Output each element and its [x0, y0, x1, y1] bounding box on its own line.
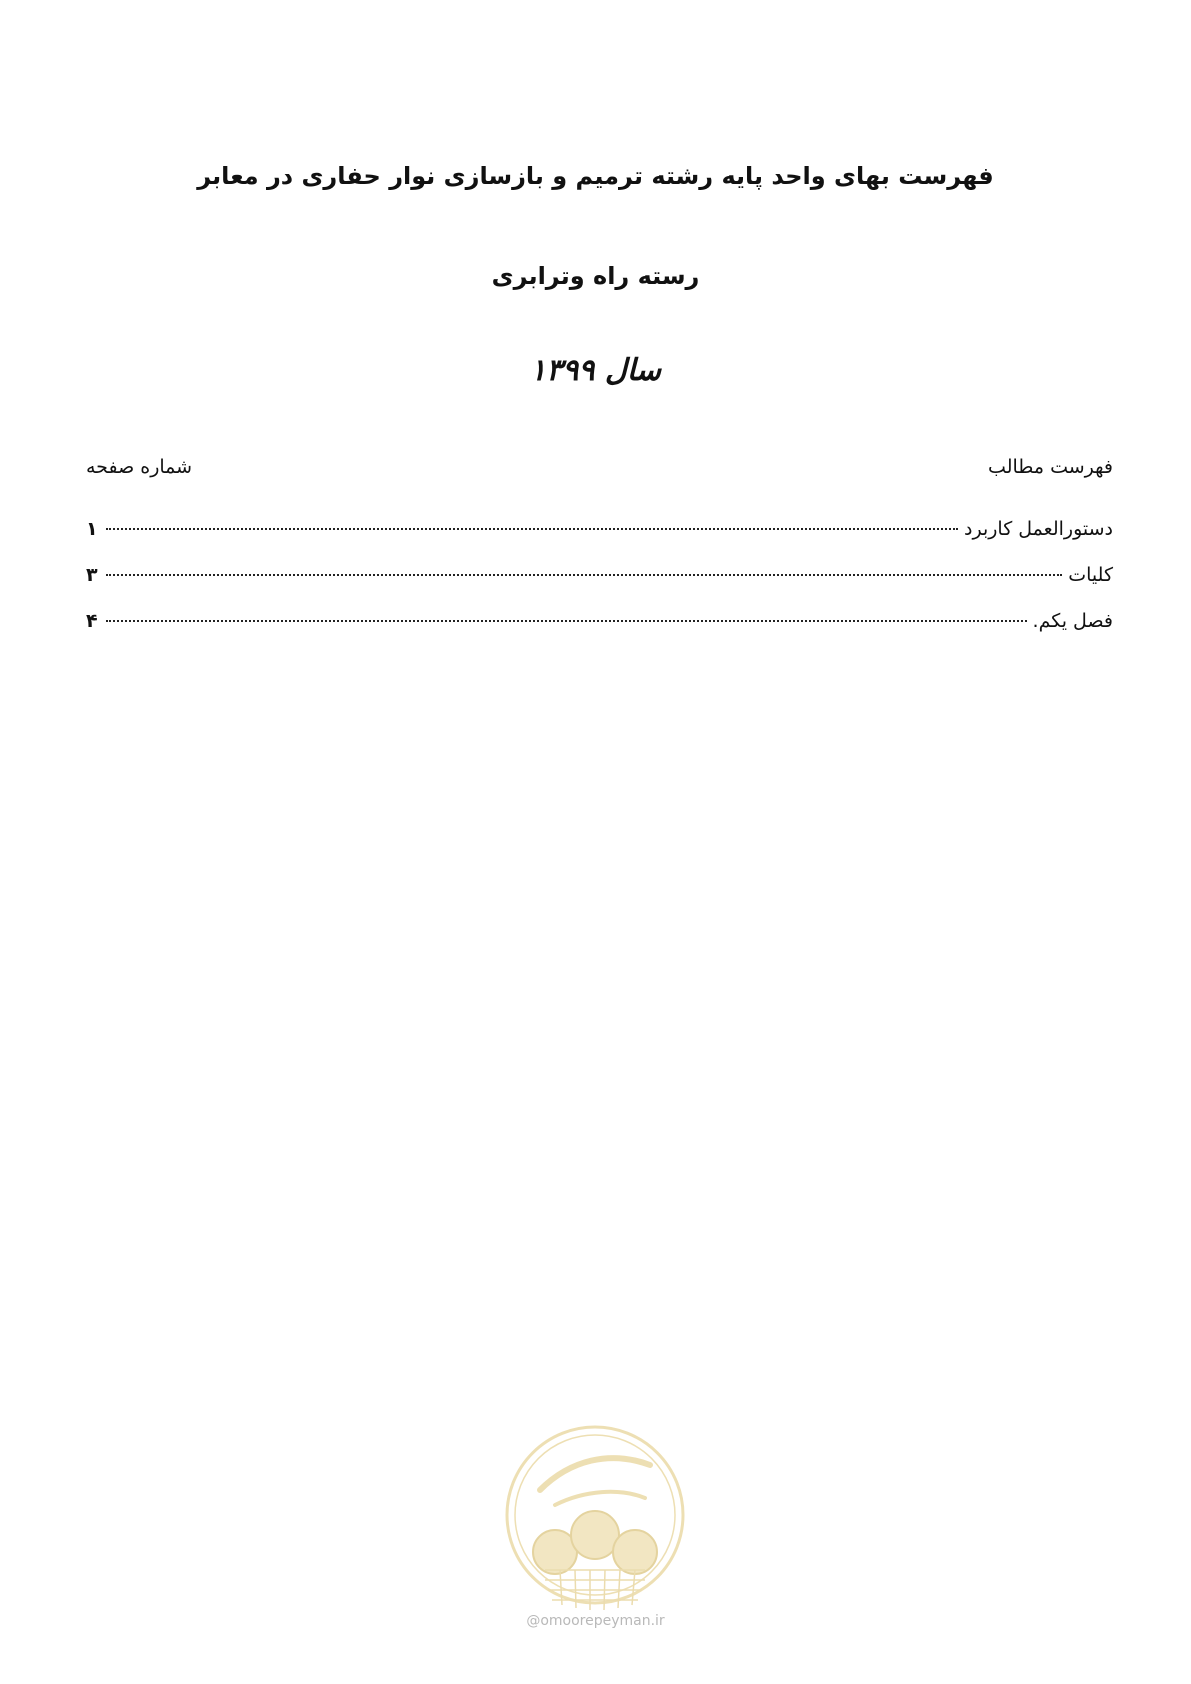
toc-entry-label: فصل یکم. — [1032, 610, 1113, 632]
toc-header — [86, 456, 1113, 486]
document-title: فهرست بهای واحد پایه رشته ترمیم و بازسازی نوار حفاری در معابر — [197, 162, 994, 190]
table-of-contents — [86, 518, 1113, 656]
toc-entry-label: کلیات — [1068, 564, 1113, 586]
document-year: سال ۱۳۹۹ — [530, 353, 661, 388]
toc-entry[interactable] — [86, 518, 1113, 564]
toc-entry[interactable] — [86, 564, 1113, 610]
document-subtitle: رسته راه وترابری — [491, 262, 700, 290]
toc-entry[interactable] — [86, 610, 1113, 656]
toc-heading: فهرست مطالب — [988, 456, 1113, 478]
dot-leader — [106, 619, 1027, 622]
toc-entry-label: دستورالعمل کاربرد — [964, 518, 1113, 540]
toc-entry-page: ۴ — [86, 610, 98, 632]
dot-leader — [106, 527, 958, 530]
watermark-logo-icon — [500, 1420, 690, 1630]
toc-entry-page: ۱ — [86, 518, 98, 540]
toc-entry-page: ۳ — [86, 564, 98, 586]
watermark-url: @omoorepeyman.ir — [526, 1613, 665, 1629]
page-number-heading: شماره صفحه — [86, 456, 193, 478]
dot-leader — [106, 573, 1062, 576]
